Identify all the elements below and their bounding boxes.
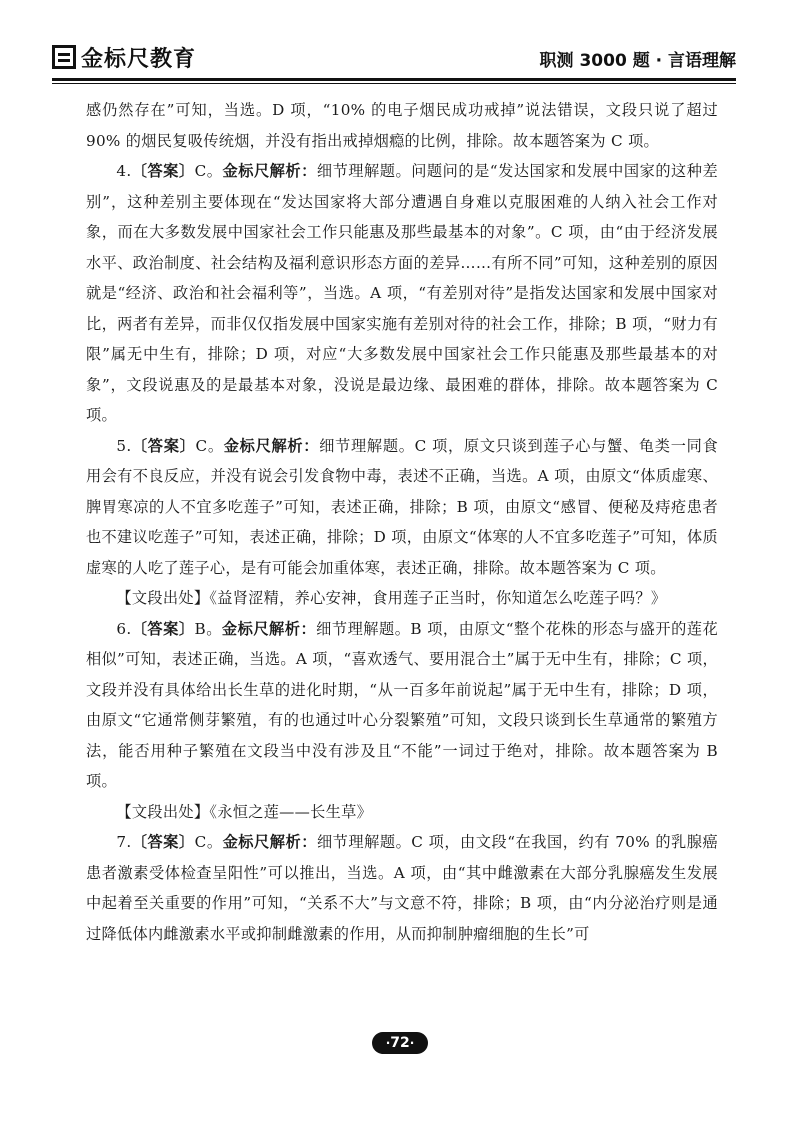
series-title: 职测 3000 题 · 言语理解 — [539, 51, 736, 71]
answer-item-5 — [86, 431, 718, 584]
analysis-text: 细节理解题。B 项，由原文“整个花株的形态与盛开的莲花相似”可知，表述正确，当选。A 项，“喜欢透气、要用混合土”属于无中生有，排除；C 项，文段并没有具体给出长生草的进化时期，“从一百多年前说起”属于无中生有，排除；D 项，由原文“它通常侧芽繁殖，有的也通过叶心分裂繁殖”可知，文段只谈到长生草通常的繁殖方法，能否用种子繁殖在文段当中没有涉及且“不能”一词过于绝对，排除。故本题答案为 B 项。 — [86, 619, 718, 790]
dot-left: · — [385, 1036, 391, 1050]
answer-item-6 — [86, 614, 718, 797]
answer-value: C。 — [194, 833, 223, 851]
answer-item-4 — [86, 156, 718, 431]
source-title: 《益肾涩精，养心安神，食用莲子正当时，你知道怎么吃莲子吗？》 — [209, 589, 667, 607]
answer-item-7 — [86, 827, 718, 949]
paragraph-continued — [86, 95, 718, 156]
question-number: 5. — [116, 436, 132, 455]
page-number-badge — [372, 1032, 428, 1054]
answer-content — [86, 95, 718, 949]
question-number: 6. — [116, 619, 132, 638]
answer-label: 〔答案〕 — [131, 162, 195, 180]
answer-value: B。 — [194, 619, 222, 638]
paragraph-text: 感仍然存在”可知，当选。D 项，“10% 的电子烟民成功戒掉”说法错误，文段只说了超过 90% 的烟民复吸传统烟，并没有指出戒掉烟瘾的比例，排除。故本题答案为 C 项。 — [86, 101, 718, 150]
question-number: 4. — [116, 162, 132, 180]
answer-value: C。 — [195, 436, 224, 455]
analysis-label: 金标尺解析： — [222, 833, 317, 851]
answer-label: 〔答案〕 — [131, 619, 195, 638]
source-title: 《永恒之莲——长生草》 — [209, 802, 373, 821]
brand-logo — [52, 44, 196, 70]
source-label: 【文段出处】 — [116, 802, 210, 821]
page-number: 72 — [390, 1035, 410, 1051]
analysis-text: 细节理解题。C 项，由文段“在我国，约有 70% 的乳腺癌患者激素受体检查呈阳性”可以推出，当选。A 项，由“其中雌激素在大部分乳腺癌发生发展中起着至关重要的作用”可知，“关系不大”与文意不符，排除；B 项，由“内分泌治疗则是通过降低体内雌激素水平或抑制雌激素的作用，从而抑制肿瘤细胞的生长”可 — [86, 833, 718, 943]
answer-label: 〔答案〕 — [131, 833, 195, 851]
source-label: 【文段出处】 — [116, 589, 210, 607]
analysis-text: 细节理解题。C 项，原文只谈到莲子心与蟹、龟类一同食用会有不良反应，并没有说会引发食物中毒，表述不正确，当选。A 项，由原文“体质虚寒、脾胃寒凉的人不宜多吃莲子”可知，表述正确，排除；B 项，由原文“感冒、便秘及痔疮患者也不建议吃莲子”可知，表述正确，排除；D 项，由原文“体寒的人不宜多吃莲子”可知，体质虚寒的人吃了莲子心，是有可能会加重体寒，表述正确，排除。故本题答案为 C 项。 — [86, 436, 718, 577]
question-number: 7. — [116, 833, 132, 851]
answer-label: 〔答案〕 — [131, 436, 196, 455]
header-rule-thin — [52, 83, 736, 84]
source-item-6 — [86, 797, 718, 828]
analysis-label: 金标尺解析： — [223, 436, 320, 455]
source-item-5 — [86, 583, 718, 614]
brand-name: 金标尺教育 — [81, 46, 197, 72]
brand-logo-icon — [52, 45, 76, 69]
analysis-label: 金标尺解析： — [222, 162, 317, 180]
analysis-text: 细节理解题。问题问的是“发达国家和发展中国家的这种差别”，这种差别主要体现在“发达国家将大部分遭遇自身难以克服困难的人纳入社会工作对象，而在大多数发展中国家社会工作只能惠及那些最基本的对象”。C 项，由“由于经济发展水平、政治制度、社会结构及福利意识形态方面的差异……有所不同”可知，这种差别的原因就是“经济、政治和社会福利等”，当选。A 项，“有差别对待”是指发达国家和发展中国家对比，两者有差异，而非仅仅指发展中国家实施有差别对待的社会工作，排除；B 项，“财力有限”属无中生有，排除；D 项，对应“大多数发展中国家社会工作只能惠及那些最基本的对象”，文段说惠及的是最基本对象，没说是最边缘、最困难的群体，排除。故本题答案为 C 项。 — [86, 162, 718, 424]
header-rule-thick — [52, 78, 736, 81]
answer-value: C。 — [194, 162, 223, 180]
dot-right: · — [409, 1036, 415, 1050]
analysis-label: 金标尺解析： — [221, 619, 317, 638]
